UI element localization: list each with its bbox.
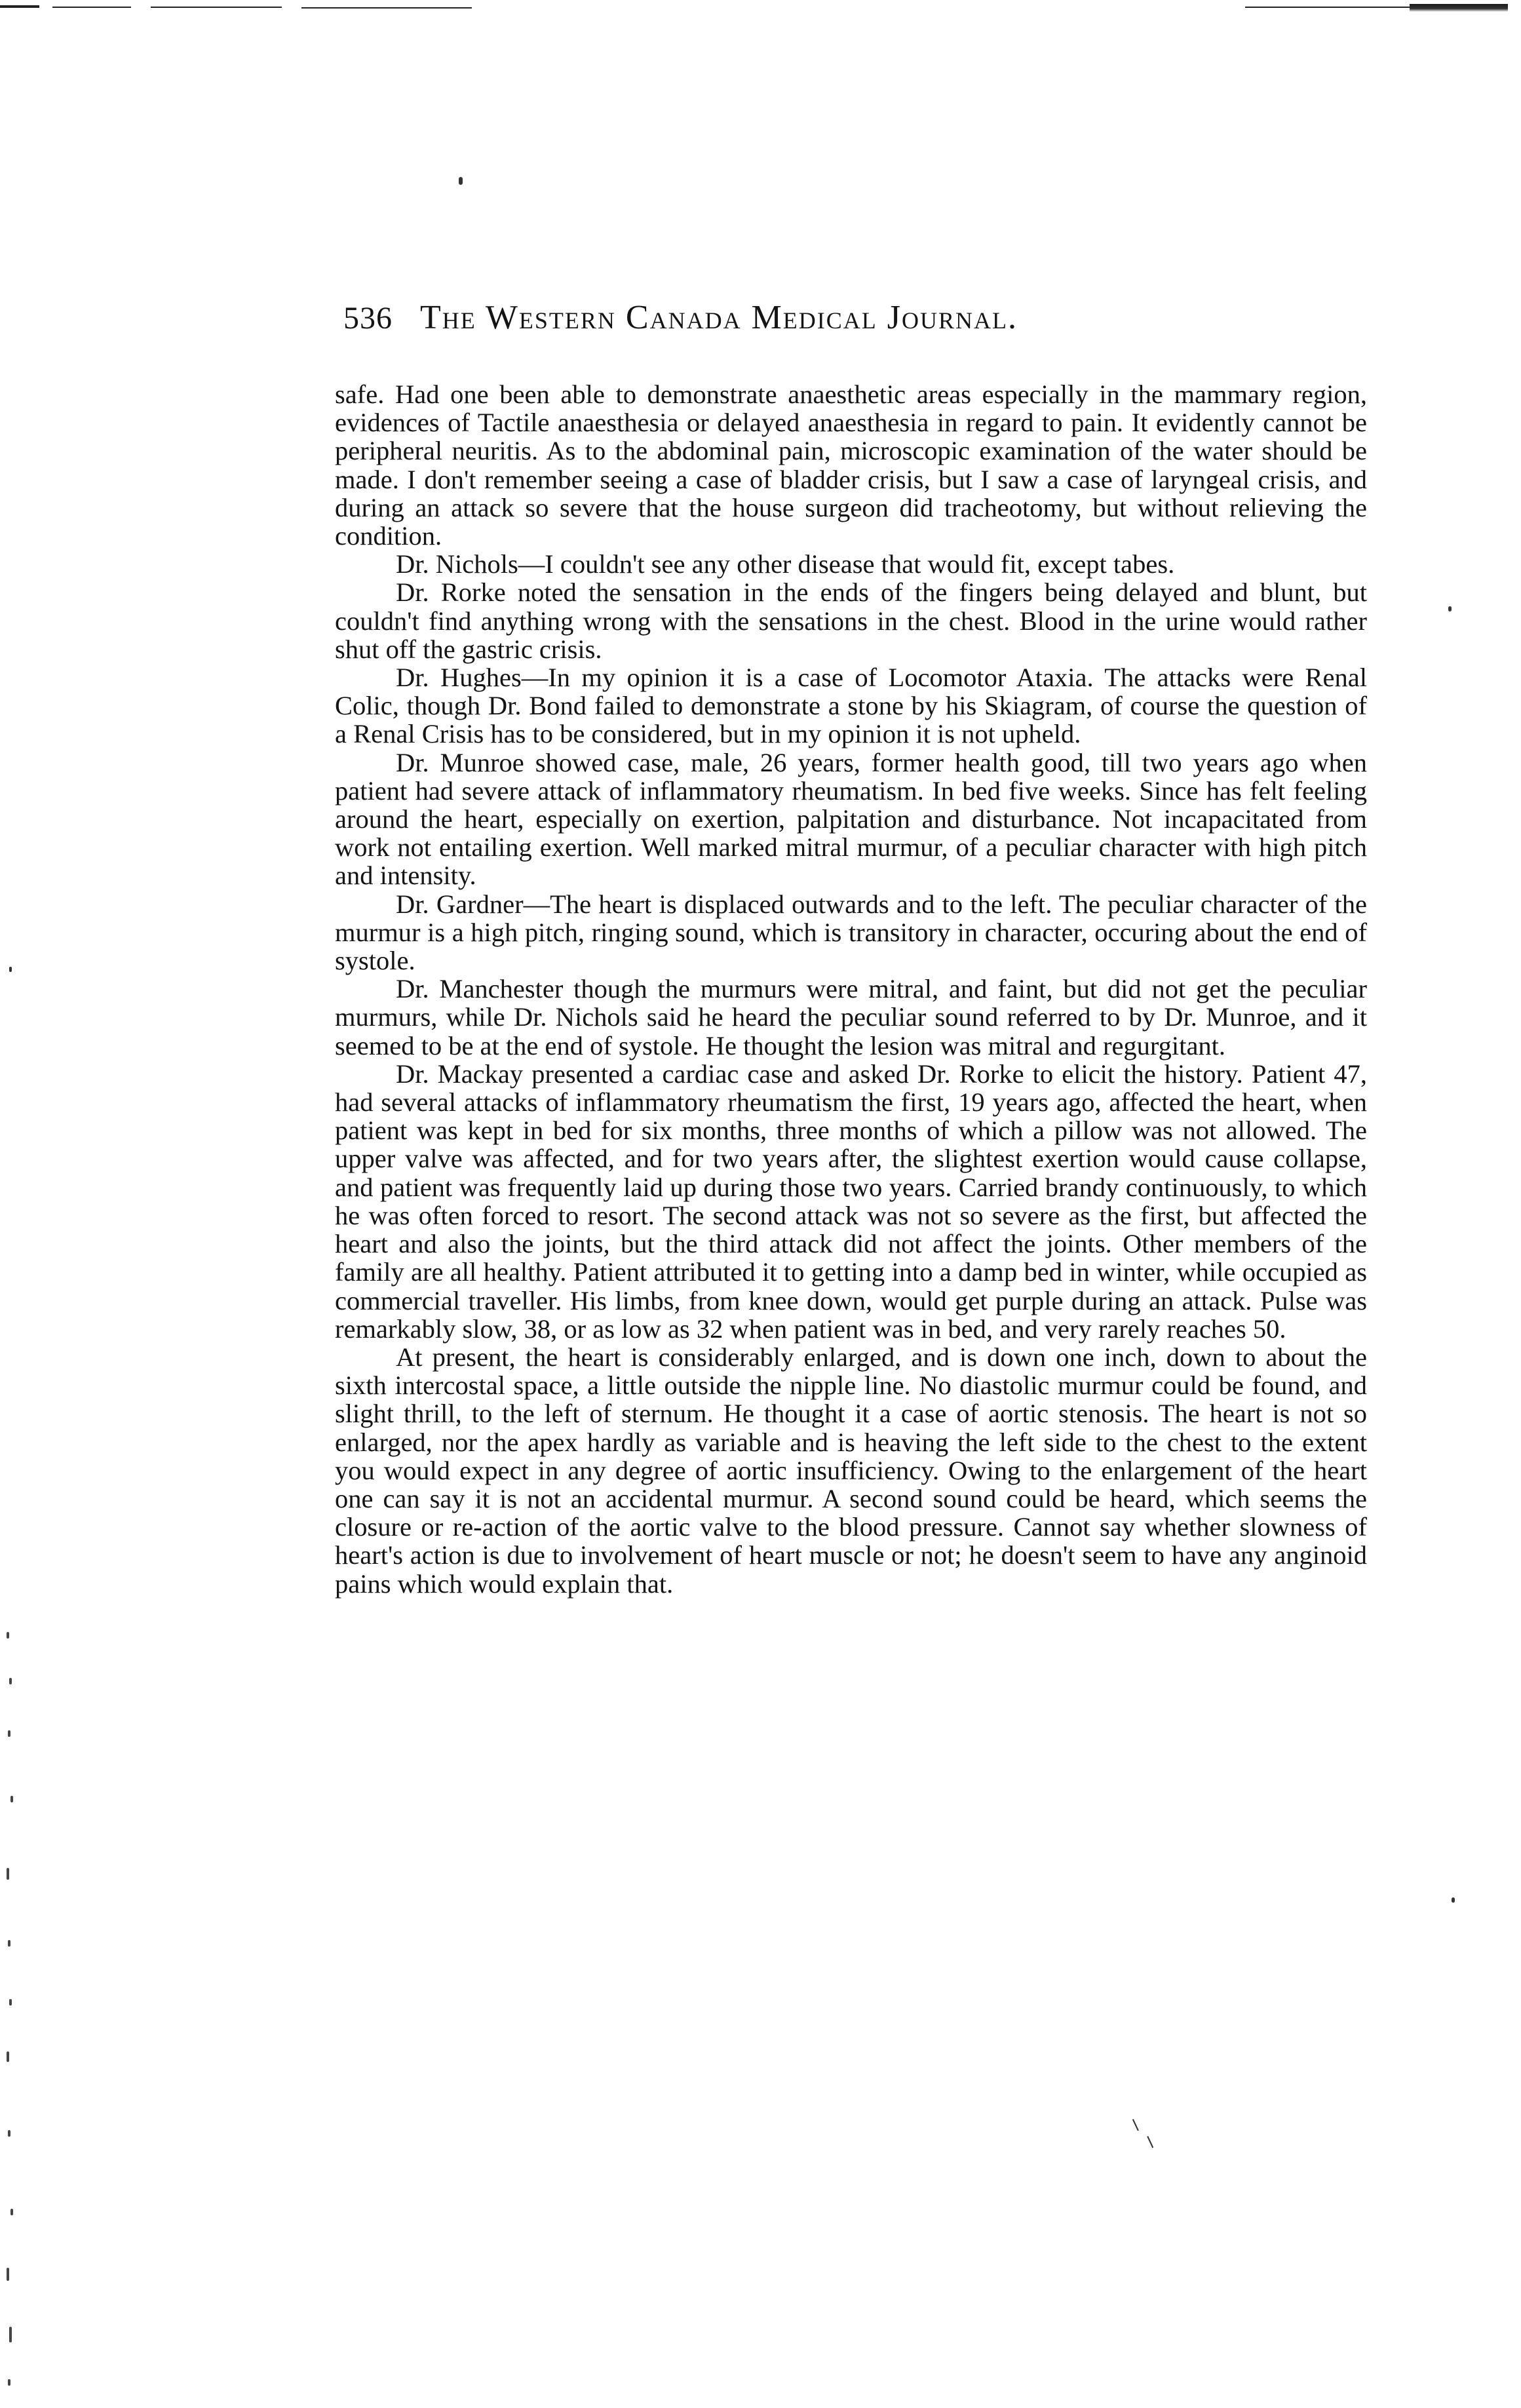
scan-speck: [459, 177, 463, 185]
article-body: [335, 380, 1367, 1598]
journal-title: The Western Canada Medical Journal.: [420, 299, 1018, 336]
paragraph: Dr. Gardner—The heart is displaced outwards and to the left. The peculiar character of the murmur is a high pitch, ringing sound, which is transitory in character, occuring about the end of systole.: [335, 889, 1367, 976]
paragraph: safe. Had one been able to demonstrate anaesthetic areas especially in the mammary region, evidences of Tactile anaesthesia or delayed anaesthesia in regard to pain. It evidently cannot be peripheral neuritis. As to the abdominal pain, microscopic examination of the water should be made. I don't remember seeing a case of bladder crisis, but I saw a case of laryngeal crisis, and during an attack so severe that the house surgeon did tracheotomy, but without relieving the condition.: [335, 379, 1367, 551]
paragraph: Dr. Nichols—I couldn't see any other disease that would fit, except tabes.: [396, 549, 1175, 579]
paragraph: At present, the heart is considerably enlarged, and is down one inch, down to about the sixth intercostal space, a little outside the nipple line. No diastolic murmur could be found, and slight thrill, to the left of sternum. He thought it a case of aortic stenosis. The heart is not so enlarged, nor the apex hardly as variable and is heaving the left side to the chest to the extent you would expect in any degree of aortic insufficiency. Owing to the enlargement of the heart one can say it is not an accidental murmur. A second sound could be heard, which seems the closure or re-action of the aortic valve to the blood pressure. Cannot say whether slowness of heart's action is due to involvement of heart muscle or not; he doesn't seem to have any anginoid pains which would explain that.: [335, 1342, 1367, 1599]
paragraph: Dr. Mackay presented a cardiac case and asked Dr. Rorke to elicit the history. Patient 47, had several attacks of inflammatory rheumatism the first, 19 years ago, affected the heart, when patient was kept in bed for six months, three months of which a pillow was not allowed. The upper valve was affected, and for two years after, the slightest exertion would cause collapse, and patient was frequently laid up during those two years. Carried brandy continuously, to which he was often forced to resort. The second attack was not so severe as the first, but affected the heart and also the joints, but the third attack did not affect the joints. Other members of the family are all healthy. Patient attributed it to getting into a damp bed in winter, while occupied as commercial traveller. His limbs, from knee down, would get purple during an attack. Pulse was remarkably slow, 38, or as low as 32 when patient was in bed, and very rarely reaches 50.: [335, 1058, 1367, 1344]
scan-speck: [1448, 606, 1452, 612]
paragraph: Dr. Rorke noted the sensation in the ends of the fingers being delayed and blunt, but couldn't find anything wrong with the sensations in the chest. Blood in the urine would rather shut off the gastric crisis.: [335, 577, 1367, 664]
page-number: 536: [343, 301, 393, 336]
scan-marks: ⸌ ⸜: [1123, 2113, 1164, 2153]
scan-margin-specks: [0, 1632, 20, 2405]
running-header: [343, 298, 1366, 364]
scan-speck: [1452, 1897, 1455, 1903]
scan-edge-top: [0, 0, 1521, 14]
scan-speck: [9, 967, 12, 972]
paragraph: Dr. Manchester though the murmurs were mitral, and faint, but did not get the peculiar murmurs, while Dr. Nichols said he heard the peculiar sound referred to by Dr. Munroe, and it seemed to be at the end of systole. He thought the lesion was mitral and regurgitant.: [335, 974, 1367, 1060]
paragraph: Dr. Munroe showed case, male, 26 years, former health good, till two years ago when patient had severe attack of inflammatory rheumatism. In bed five weeks. Since has felt feeling around the heart, especially on exertion, palpitation and disturbance. Not incapacitated from work not entailing exertion. Well marked mitral murmur, of a peculiar character with high pitch and intensity.: [335, 747, 1367, 891]
paragraph: Dr. Hughes—In my opinion it is a case of Locomotor Ataxia. The attacks were Renal Colic, though Dr. Bond failed to demonstrate a stone by his Skiagram, of course the question of a Renal Crisis has to be considered, but in my opinion it is not upheld.: [335, 663, 1367, 749]
